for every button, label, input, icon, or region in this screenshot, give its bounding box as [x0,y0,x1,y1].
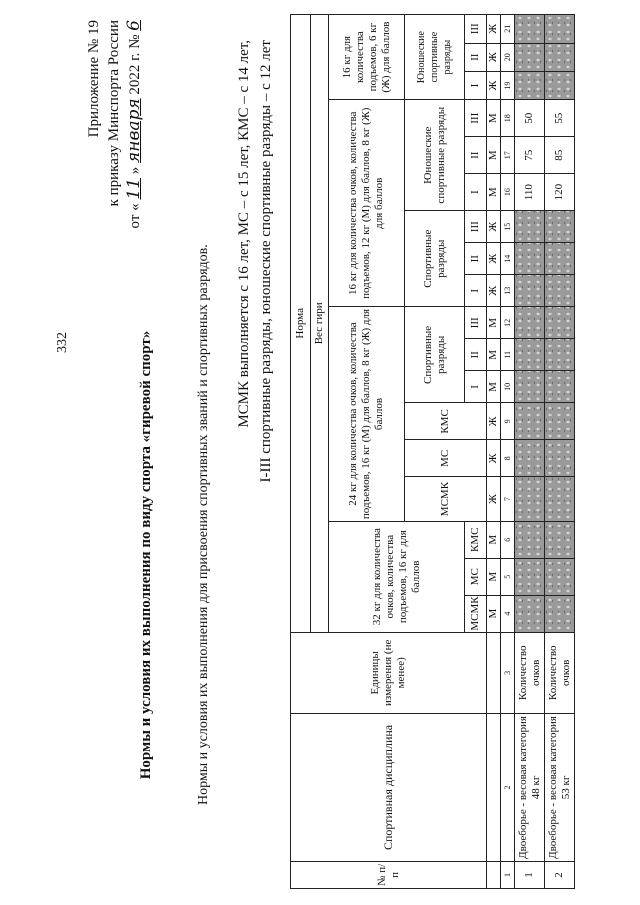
column-number: 1 [501,861,515,888]
group-24kg: 24 кг для количества очков, количества подъемов, 16 кг (М) для баллов, 8 кг (Ж) для баллов [329,307,405,521]
column-number: 21 [501,15,515,44]
empty-cell [515,43,545,71]
value-cell: 55 [545,100,575,137]
empty-cell [515,243,545,275]
gender-cell: Ж [487,477,501,521]
header-discipline: Спортивная дисциплина [291,713,487,861]
age-conditions-line2: I-III спортивные разряды, юношеские спортивные разряды – с 12 лет [258,40,274,483]
empty-cell [515,15,545,44]
header-num: № п/п [291,861,487,888]
row-number: 1 [515,861,545,888]
empty-cell [515,71,545,99]
header-norma: Норма [291,15,311,633]
rank-3-b: III [465,211,487,243]
rank-2-a: II [465,339,487,371]
gender-cell: М [487,339,501,371]
gender-cell [487,713,501,861]
empty-cell [515,477,545,521]
column-number: 6 [501,521,515,558]
rank-3-a: III [465,307,487,339]
gender-cell: М [487,371,501,403]
rank-2-d: II [465,43,487,71]
rank-3-c: III [465,100,487,137]
empty-cell [545,275,575,307]
empty-cell [515,275,545,307]
column-number: 15 [501,211,515,243]
column-number: 18 [501,100,515,137]
date-month: января [124,98,144,163]
empty-cell [545,477,575,521]
gender-cell: М [487,595,501,632]
gender-cell: М [487,174,501,211]
column-number: 3 [501,632,515,713]
gender-cell: М [487,521,501,558]
empty-cell [545,440,575,477]
gender-cell: Ж [487,440,501,477]
empty-cell [545,339,575,371]
norms-table [290,14,575,889]
column-number: 11 [501,339,515,371]
empty-cell [515,371,545,403]
gender-cell: Ж [487,275,501,307]
group-16kg-a: 16 кг для количества очков, количества подъемов, 12 кг (М) для баллов, 8 кг (Ж) для баллов [329,100,405,307]
date-year: 2022 [127,64,143,95]
row-discipline: Двоеборье - весовая категория 48 кг [515,713,545,861]
empty-cell [515,307,545,339]
empty-cell [515,339,545,371]
rank-1-b: I [465,275,487,307]
column-number: 17 [501,137,515,174]
page-number: 332 [55,332,70,353]
youth-ranks-16: Юношеские спортивные разряды [405,100,465,211]
gender-cell: Ж [487,211,501,243]
column-number: 5 [501,558,515,595]
gender-cell [487,861,501,888]
column-number: 14 [501,243,515,275]
title-ms-24: МС [405,440,487,477]
age-conditions-line1: МСМК выполняется с 16 лет, МС – с 15 лет, КМС – с 14 лет, [236,40,252,428]
empty-cell [515,521,545,558]
gender-cell: М [487,558,501,595]
empty-cell [515,440,545,477]
empty-cell [545,211,575,243]
empty-cell [515,211,545,243]
appendix-block [84,20,145,320]
column-number: 16 [501,174,515,211]
column-number: 12 [501,307,515,339]
empty-cell [545,307,575,339]
empty-cell [545,595,575,632]
sport-ranks-24: Спортивные разряды [405,307,465,403]
value-cell: 85 [545,137,575,174]
order-number: 6 [124,20,144,31]
sport-ranks-16: Спортивные разряды [405,211,465,307]
column-number: 19 [501,71,515,99]
table-header-row-1 [291,15,311,889]
column-number: 13 [501,275,515,307]
gender-cell: Ж [487,71,501,99]
group-16kg-b: 16 кг для количества подъемов, 6 кг (Ж) для баллов [329,15,405,100]
column-number: 2 [501,713,515,861]
intro-text: Нормы и условия их выполнения для присвоения спортивных званий и спортивных разрядов. [196,244,211,805]
value-cell: 120 [545,174,575,211]
empty-cell [515,595,545,632]
empty-cell [515,403,545,440]
title-kms-24: КМС [405,403,487,440]
document-title: Нормы и условия их выполнения по виду спорта «гиревой спорт» [138,330,154,780]
value-cell: 110 [515,174,545,211]
gender-cell: Ж [487,403,501,440]
empty-cell [515,558,545,595]
date-day: 11 [124,177,144,200]
gender-cell: М [487,137,501,174]
table-row [515,15,545,889]
gender-cell: М [487,307,501,339]
title-kms-32: КМС [465,521,487,558]
value-cell: 50 [515,100,545,137]
column-number-row [501,15,515,889]
column-number: 7 [501,477,515,521]
empty-cell [545,71,575,99]
group-32kg: 32 кг для количества очков, количества подъемов, 16 кг для баллов [329,521,465,632]
gender-cell: Ж [487,43,501,71]
gender-cell: Ж [487,243,501,275]
appendix-date-line [124,20,145,320]
column-number: 4 [501,595,515,632]
header-unit: Единицы измерения (не менее) [291,632,487,713]
value-cell: 75 [515,137,545,174]
empty-cell [545,403,575,440]
appendix-line1: Приложение № 19 [86,20,102,138]
gender-row [487,15,501,889]
youth-ranks-16b: Юношеские спортивные разряды [405,15,465,100]
row-unit: Количество очков [545,632,575,713]
row-number: 2 [545,861,575,888]
gender-cell [487,632,501,713]
date-mid2: г. № [127,34,143,61]
date-mid: » [127,166,143,175]
gender-cell: М [487,100,501,137]
empty-cell [545,521,575,558]
gender-cell: Ж [487,15,501,44]
rank-2-c: II [465,137,487,174]
rank-2-b: II [465,243,487,275]
appendix-line2: к приказу Минспорта России [106,20,122,207]
empty-cell [545,558,575,595]
rank-1-d: I [465,71,487,99]
empty-cell [545,371,575,403]
column-number: 10 [501,371,515,403]
title-msmk-24: МСМК [405,477,487,521]
column-number: 20 [501,43,515,71]
empty-cell [545,15,575,44]
column-number: 9 [501,403,515,440]
row-discipline: Двоеборье - весовая категория 53 кг [545,713,575,861]
title-ms-32: МС [465,558,487,595]
row-unit: Количество очков [515,632,545,713]
empty-cell [545,243,575,275]
rank-3-d: III [465,15,487,44]
header-weight: Вес гири [311,15,329,633]
date-prefix: от « [127,203,143,229]
title-msmk-32: МСМК [465,595,487,632]
rank-1-c: I [465,174,487,211]
column-number: 8 [501,440,515,477]
empty-cell [545,43,575,71]
rank-1-a: I [465,371,487,403]
table-row [545,15,575,889]
